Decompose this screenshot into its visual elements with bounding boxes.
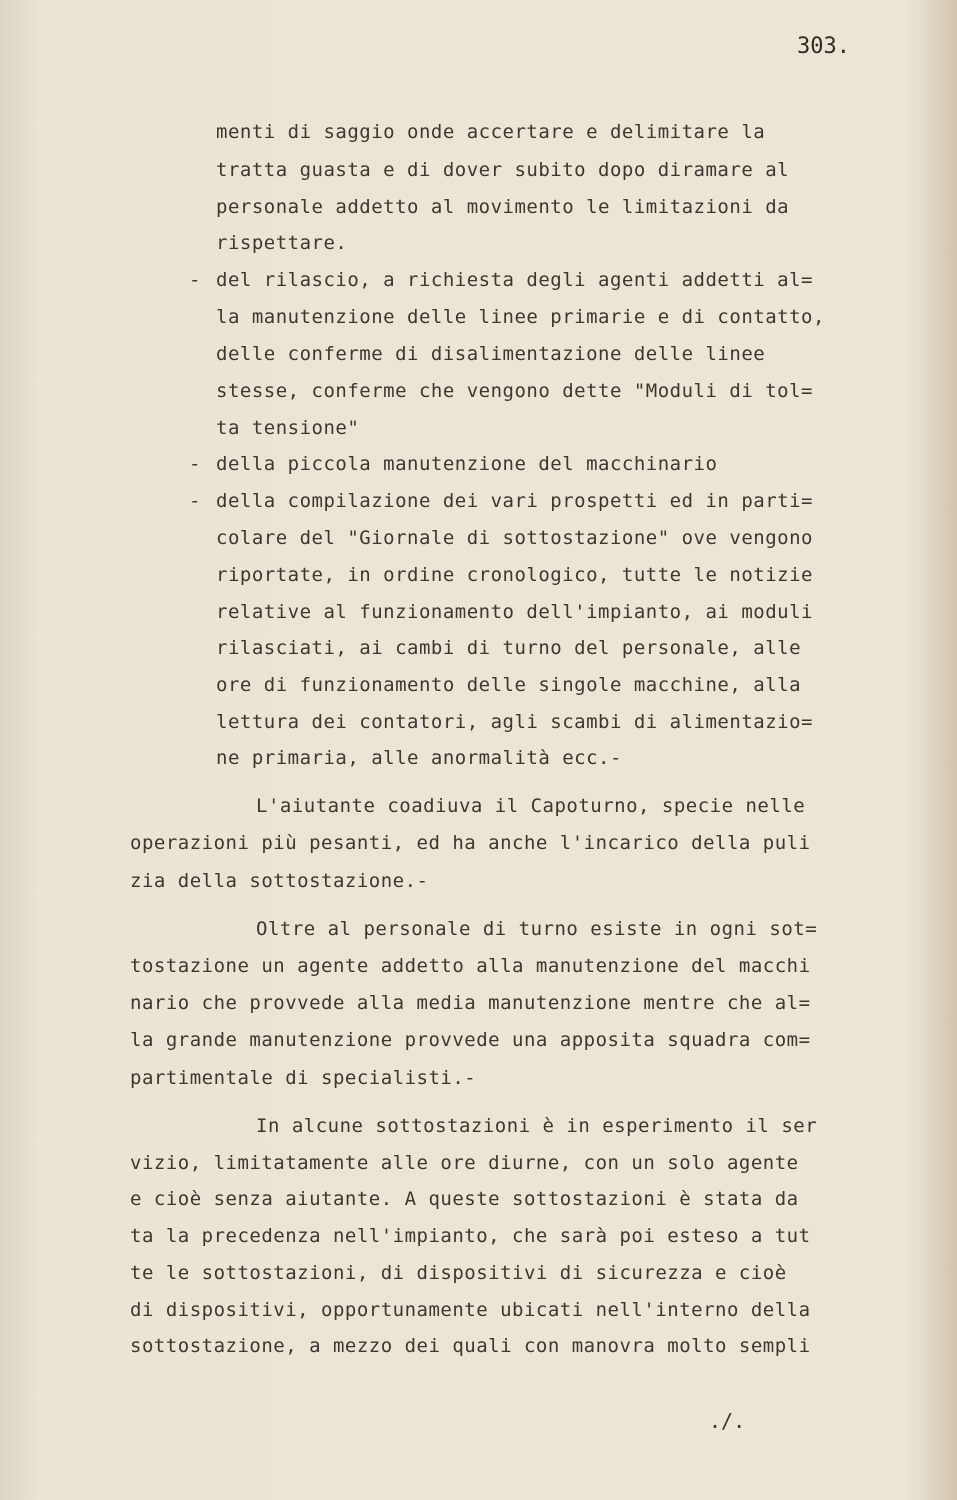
text-line: stesse, conferme che vengono dette "Moduli di tol= (216, 380, 813, 402)
text-line: riportate, in ordine cronologico, tutte le notizie (216, 564, 813, 586)
text-line: del rilascio, a richiesta degli agenti addetti al= (216, 269, 813, 291)
text-line: te le sottostazioni, di dispositivi di sicurezza e cioè (130, 1262, 787, 1284)
text-line: Oltre al personale di turno esiste in ogni sot= (256, 918, 818, 940)
text-line: operazioni più pesanti, ed ha anche l'incarico della puli (130, 832, 811, 854)
text-line: delle conferme di disalimentazione delle linee (216, 343, 766, 365)
text-line: sottostazione, a mezzo dei quali con manovra molto sempli (130, 1335, 811, 1357)
text-line: ne primaria, alle anormalità ecc.- (216, 747, 622, 769)
text-line: personale addetto al movimento le limitazioni da (216, 196, 790, 218)
text-line: della compilazione dei vari prospetti ed in parti= (216, 490, 813, 512)
text-line: ta la precedenza nell'impianto, che sarà poi esteso a tut (130, 1225, 811, 1247)
continuation-mark: ./. (709, 1409, 746, 1433)
text-line: menti di saggio onde accertare e delimitare la (216, 121, 766, 143)
text-line: di dispositivi, opportunamente ubicati nell'interno della (130, 1299, 811, 1321)
text-line: rispettare. (216, 232, 348, 254)
bullet-dash: - (189, 269, 201, 291)
bullet-dash: - (189, 453, 201, 475)
text-line: L'aiutante coadiuva il Capoturno, specie nelle (256, 795, 806, 817)
text-line: rilasciati, ai cambi di turno del personale, alle (216, 637, 802, 659)
text-line: vizio, limitatamente alle ore diurne, con un solo agente (130, 1152, 799, 1174)
text-line: relative al funzionamento dell'impianto, ai moduli (216, 601, 813, 623)
paper-edge-shade (917, 0, 957, 1500)
text-line: zia della sottostazione.- (130, 870, 429, 892)
bullet-dash: - (189, 490, 201, 512)
text-line: partimentale di specialisti.- (130, 1067, 477, 1089)
page-number: 303. (797, 34, 850, 59)
text-line: la manutenzione delle linee primarie e di contatto, (216, 306, 825, 328)
text-line: tratta guasta e di dover subito dopo diramare al (216, 159, 790, 181)
text-line: In alcune sottostazioni è in esperimento il ser (256, 1115, 818, 1137)
text-line: lettura dei contatori, agli scambi di alimentazio= (216, 711, 813, 733)
text-line: della piccola manutenzione del macchinario (216, 453, 718, 475)
text-line: colare del "Giornale di sottostazione" ove vengono (216, 527, 813, 549)
text-line: ta tensione" (216, 417, 360, 439)
text-line: ore di funzionamento delle singole macchine, alla (216, 674, 802, 696)
text-line: la grande manutenzione provvede una apposita squadra com= (130, 1029, 811, 1051)
text-line: nario che provvede alla media manutenzione mentre che al= (130, 992, 811, 1014)
text-line: e cioè senza aiutante. A queste sottostazioni è stata da (130, 1188, 799, 1210)
text-line: tostazione un agente addetto alla manutenzione del macchi (130, 955, 811, 977)
